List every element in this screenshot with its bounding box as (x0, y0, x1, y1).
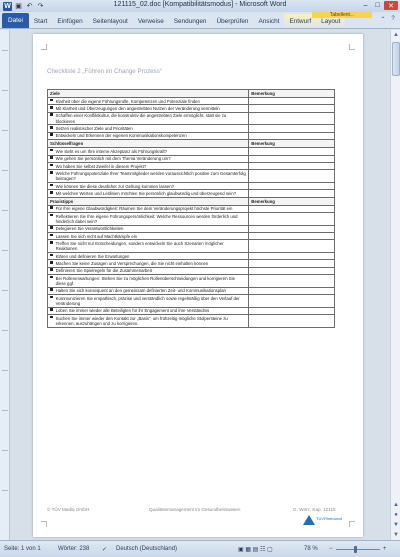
section-header-ziele (48, 90, 335, 98)
remark-cell[interactable] (249, 190, 335, 197)
table-row[interactable] (48, 267, 335, 274)
table-row[interactable] (48, 213, 335, 226)
remark-cell[interactable] (249, 125, 335, 132)
view-buttons[interactable]: ▣ ▦ ▤ ☷ ▢ (238, 547, 273, 553)
scroll-down-icon[interactable]: ▼ (393, 531, 399, 538)
tuv-logo (303, 514, 343, 528)
vertical-scrollbar[interactable] (390, 30, 400, 540)
bullet-icon (50, 316, 53, 319)
checklist-item: Mit welchen Werten und Leitlinien möchten Sie persönlich glaubwürdig und überzeugend sein? (55, 190, 237, 196)
checklist-item: Welche Führungspotenziale Ihrer Teammitglieder werden voraussichtlich positive zum Gesamterfolg beitragen? (55, 170, 246, 182)
bullet-icon (50, 106, 53, 109)
remark-cell[interactable] (249, 155, 335, 162)
checklist-item: Delegieren Sie Verantwortlichkeiten (55, 226, 124, 232)
checklist-item: Lassen Sie sich nicht auf Machtkämpfe ein (55, 233, 138, 239)
checklist-item: Klären und definieren Sie Erwartungen (55, 253, 130, 259)
table-row[interactable] (48, 275, 335, 288)
browse-object-icon[interactable]: ● (394, 511, 398, 518)
table-row[interactable] (48, 170, 335, 183)
help-icon[interactable]: ? (391, 16, 395, 22)
table-row[interactable] (48, 295, 335, 308)
checklist-item: Wo haben Sie selbst Zweifel in diesem Projekt? (55, 163, 147, 169)
bullet-icon (50, 191, 53, 194)
bullet-icon (50, 254, 53, 257)
vertical-ruler (0, 30, 10, 540)
word-logo-icon[interactable]: W (4, 2, 11, 10)
remark-cell[interactable] (249, 148, 335, 155)
bullet-icon (50, 296, 53, 299)
remark-cell[interactable] (249, 307, 335, 314)
minimize-button[interactable]: – (363, 2, 368, 9)
footer-title: Qualitätsmanagement im Gesundheitswesen (149, 507, 241, 512)
checklist-item: Wie steht es um Ihre interne Akzeptanz als Führungskraft? (55, 148, 168, 154)
remark-header: Bemerkung (249, 140, 335, 148)
table-row[interactable] (48, 125, 335, 132)
bullet-icon (50, 234, 53, 237)
bullet-icon (50, 171, 53, 174)
bullet-icon (50, 184, 53, 187)
remark-cell[interactable] (249, 225, 335, 232)
redo-icon[interactable]: ↷ (37, 3, 44, 10)
table-row[interactable] (48, 98, 335, 105)
remark-header: Bemerkung (249, 90, 335, 98)
footer-author: G. Wörz, Kap. 12115 (293, 507, 336, 512)
zoom-in-icon[interactable]: + (383, 546, 387, 552)
language-indicator[interactable]: Deutsch (Deutschland) (116, 546, 178, 552)
bullet-icon (50, 214, 53, 217)
checklist-item: Halten Sie sich konsequent an den gemeinsam definierten Zeit- und Kommunikationsplan (55, 288, 226, 294)
checklist-item: Für Ihre eigene Glaubwürdigkeit: Räumen Sie dem Veränderungsprojekt höchste Priorität ein (55, 206, 233, 212)
remark-cell[interactable] (249, 213, 335, 226)
bullet-icon (50, 268, 53, 271)
checklist-item: Klarheit über die eigene Führungsrolle, Kompetenzen und Potenziale finden (55, 98, 200, 104)
table-row[interactable] (48, 112, 335, 125)
footer-copyright: © TÜV Media GmbH (47, 507, 90, 512)
checklist-item: Wie gehen Sie persönlich mit dem Thema Veränderung um? (55, 156, 171, 162)
table-row[interactable] (48, 287, 335, 294)
checklist-item: Wie können Sie diese deutlicher zur Geltung kommen lassen? (55, 183, 175, 189)
proofing-icon[interactable]: ✓ (102, 547, 108, 553)
undo-icon[interactable]: ↶ (26, 3, 33, 10)
bullet-icon (50, 206, 53, 209)
tab-verweise[interactable]: Verweise (137, 17, 164, 25)
remark-cell[interactable] (249, 182, 335, 189)
checklist-item: Reflektieren Sie Ihre eigene Führungspersönlichkeit: Welche Ressourcen werden förderlich und hinderlich dabei sein? (55, 213, 238, 224)
remark-cell[interactable] (249, 170, 335, 183)
table-tools-group-label: Tabellent... (312, 12, 372, 18)
tab-entwurf[interactable]: Entwurf (284, 14, 316, 28)
tab-ansicht[interactable]: Ansicht (258, 17, 280, 25)
checklist-item: Definieren Sie Spielregeln für die Zusammenarbeit (55, 268, 152, 274)
bullet-icon (50, 241, 53, 244)
table-row[interactable] (48, 233, 335, 240)
table-row[interactable] (48, 225, 335, 232)
bullet-icon (50, 261, 53, 264)
document-page[interactable] (33, 34, 363, 537)
bullet-icon (50, 99, 53, 102)
table-row[interactable] (48, 162, 335, 169)
checklist-item: Entwickeln und Erkennen der eigenen Kommunikationskompetenzen (55, 133, 187, 139)
remark-cell[interactable] (249, 253, 335, 260)
scrollbar-thumb[interactable] (392, 42, 400, 76)
ribbon-tab-bar (0, 12, 400, 29)
remark-cell[interactable] (249, 205, 335, 212)
checklist-item: Kommunizieren Sie empathisch, präzise und verständlich sowie regelmäßig über den Verlauf der Veränderung (55, 295, 240, 307)
checklist-item: Schaffen einer Konfliktkultur, die konstruktiv die angestrebten Ziele ermöglicht, statt sie zu blockieren (55, 113, 227, 124)
section-header-schluesselfragen (48, 140, 335, 148)
zoom-slider[interactable] (336, 549, 380, 550)
bullet-icon (50, 288, 53, 291)
bullet-icon (50, 226, 53, 229)
section-title: Praxistipps (48, 197, 249, 205)
table-row[interactable] (48, 307, 335, 314)
word-count[interactable]: Wörter: 238 (58, 546, 90, 552)
table-row[interactable] (48, 205, 335, 212)
table-row[interactable] (48, 155, 335, 162)
page-count[interactable]: Seite: 1 von 1 (4, 546, 41, 552)
section-title: Schlüsselfragen (48, 140, 249, 148)
tuv-logo-text: TÜVRheinland (316, 516, 343, 521)
remark-cell[interactable] (249, 275, 335, 288)
status-bar (0, 540, 400, 557)
tab-layout[interactable]: Layout (316, 14, 345, 28)
table-row[interactable] (48, 182, 335, 189)
zoom-slider-knob[interactable] (354, 546, 357, 553)
bullet-icon (50, 276, 53, 279)
zoom-out-icon[interactable]: − (329, 546, 333, 552)
save-icon[interactable]: ▣ (15, 3, 22, 10)
remark-cell[interactable] (249, 105, 335, 112)
bullet-icon (50, 149, 53, 152)
tab-seitenlayout[interactable]: Seitenlayout (92, 17, 128, 25)
tab-file[interactable]: Datei (2, 13, 29, 28)
checklist-item: Treffen Sie nicht nur Entscheidungen, sondern entwickeln Sie auch Szenarien möglicher Reaktionen (55, 241, 224, 252)
remark-cell[interactable] (249, 287, 335, 294)
bullet-icon (50, 126, 53, 129)
bullet-icon (50, 133, 53, 136)
section-header-praxistipps (48, 197, 335, 205)
scroll-up-icon[interactable]: ▲ (393, 31, 399, 38)
remark-cell[interactable] (249, 267, 335, 274)
tab-start[interactable]: Start (33, 17, 48, 25)
remark-cell[interactable] (249, 132, 335, 139)
table-row[interactable] (48, 190, 335, 197)
checklist-item: Loben Sie immer wieder alle Beteiligten für ihr Engagement und ihre Verständnis (55, 308, 210, 314)
checklist-item: Machen Sie keine Zusagen und Versprechungen, die Sie nicht einhalten können (55, 261, 209, 267)
table-row[interactable] (48, 132, 335, 139)
window-controls (360, 1, 398, 10)
table-row[interactable] (48, 260, 335, 267)
table-row[interactable] (48, 105, 335, 112)
previous-page-icon[interactable]: ▲ (393, 501, 399, 508)
remark-cell[interactable] (249, 112, 335, 125)
tab-ueberpruefen[interactable]: Überprüfen (216, 17, 249, 25)
maximize-button[interactable]: □ (375, 2, 380, 9)
tuv-triangle-icon (303, 515, 315, 525)
tab-sendungen[interactable]: Sendungen (173, 17, 207, 25)
table-row[interactable] (48, 240, 335, 253)
remark-cell[interactable] (249, 295, 335, 308)
collapse-ribbon-icon[interactable]: ⌃ (380, 16, 386, 23)
zoom-level[interactable]: 78 % (304, 546, 318, 552)
checklist-item: Mit Klarheit und Überzeugungen den angestrebten Nutzen der Veränderung vermitteln (55, 105, 220, 111)
document-heading: Checkliste 2 „Führen im Change Prozess“ (47, 68, 162, 75)
window-title: 121115_02.doc [Kompatibilitätsmodus] - Microsoft Word (113, 1, 287, 8)
checklist-item: Setzen realistischer Ziele und Prioritäten (55, 125, 133, 131)
table-row[interactable] (48, 253, 335, 260)
checklist-item: Bei Rollenerwartungen: Stehen Sie zu möglichen Rollenüberschneidungen und korrigieren Sie diese ggf. (55, 275, 235, 287)
next-page-icon[interactable]: ▼ (393, 521, 399, 528)
bullet-icon (50, 164, 53, 167)
remark-cell[interactable] (249, 260, 335, 267)
table-row[interactable] (48, 148, 335, 155)
tab-einfuegen[interactable]: Einfügen (57, 17, 83, 25)
close-button[interactable]: ✕ (384, 1, 398, 10)
remark-header: Bemerkung (249, 197, 335, 205)
bullet-icon (50, 113, 53, 116)
bullet-icon (50, 308, 53, 311)
remark-cell[interactable] (249, 162, 335, 169)
checklist-item: Suchen Sie immer wieder den Kontakt zur „Basis“, um frühzeitig mögliche Stolpersteine zu erkennen, auszuhängen und zu korrigieren. (55, 315, 228, 326)
ribbon-controls (379, 15, 397, 23)
bullet-icon (50, 156, 53, 159)
remark-cell[interactable] (249, 315, 335, 328)
section-title: Ziele (48, 90, 249, 98)
remark-cell[interactable] (249, 233, 335, 240)
remark-cell[interactable] (249, 98, 335, 105)
remark-cell[interactable] (249, 240, 335, 253)
checklist-table[interactable] (47, 89, 335, 328)
title-bar (0, 0, 400, 12)
table-row[interactable] (48, 315, 335, 328)
